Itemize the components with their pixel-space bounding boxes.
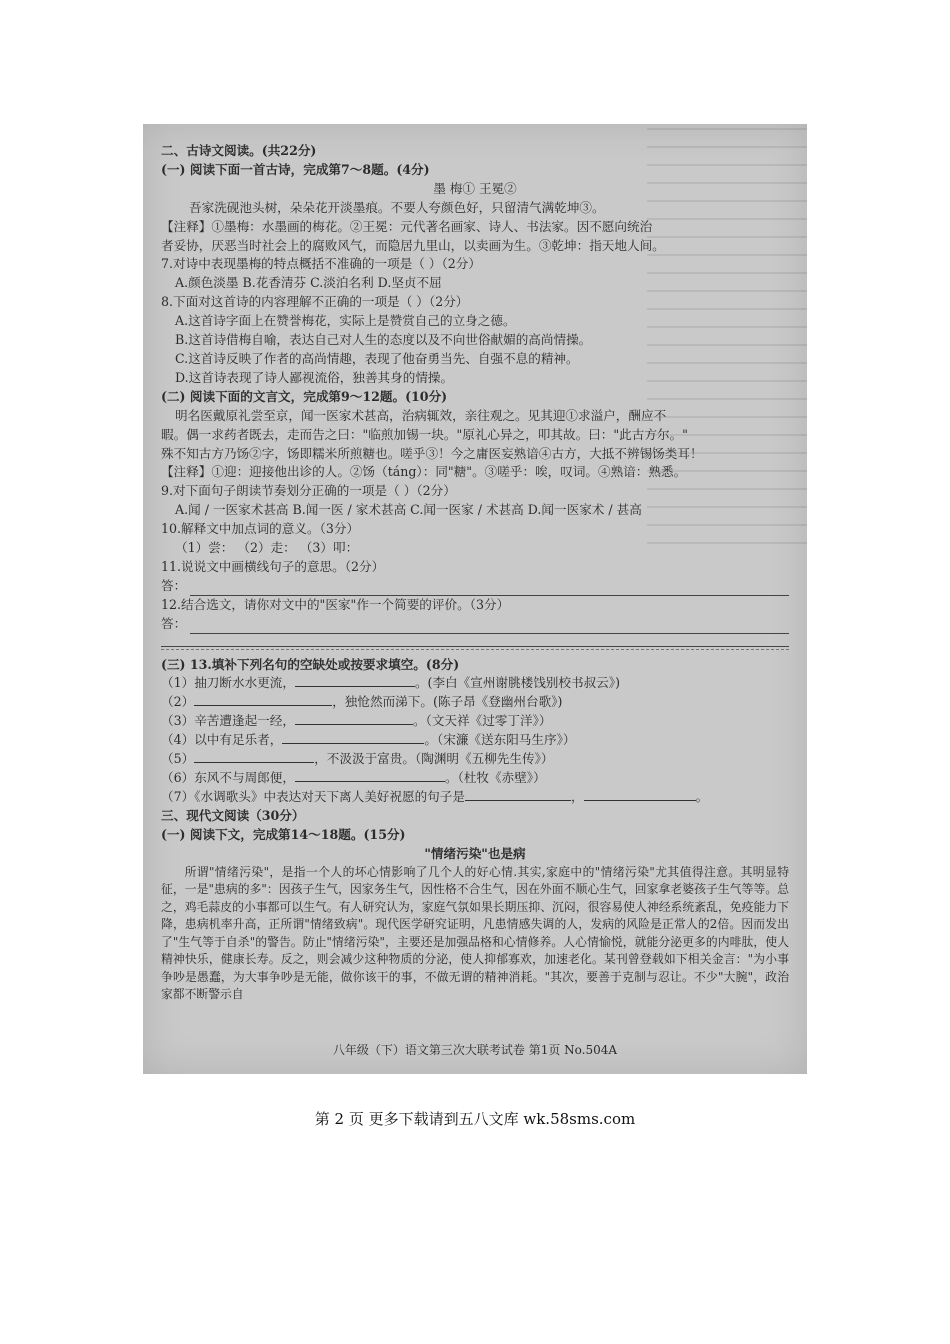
fill-item [161,750,789,769]
fill-item [161,693,789,712]
exam-footer: 八年级（下）语文第三次大联考试卷 第1页 No.504A [332,1043,618,1057]
answer-line[interactable] [190,581,789,596]
fill-text: （1）抽刀断水水更流， [161,675,295,691]
fill-text: （4）以中有足乐者， [161,732,283,748]
fill-source: 。(李白《宣州谢朓楼饯别校书叔云》) [414,675,620,691]
fill-text: 。 [695,788,709,804]
fill-text: （3）辛苦遭逢起一经， [161,713,295,729]
prose-line: 暇。偶一求药者既去，走而告之曰："临煎加锡一块。"原礼心异之，叩其故。曰："此古方尔。" [161,426,688,442]
article-title: "情绪污染"也是病 [424,845,526,861]
fill-item [161,731,789,750]
article-body: 所谓"情绪污染"，是指一个人的坏心情影响了几个人的好心情.其实,家庭中的"情绪污染"尤其值得注意。其明显特征，一是"患病的多"：因孩子生气，因家务生气，因性格不合生气，因在外面不顺心生气，回家拿老婆孩子生气等等。总之，鸡毛蒜皮的小事都可以生气。有人研究认为，家庭气氛如果长期压抑、沉闷，很容易使人神经系统紊乱，免疫能力下降，患病机率升高，正所谓"情绪致病"。现代医学研究证明，凡患情感失调的人，发病的风险是正常人的2倍。因而发出了"生气等于自杀"的警告。防止"情绪污染"，主要还是加强品格和心情修养。人心情愉悦，就能分泌更多的内啡肽，使人精神快乐，健康长寿。反之，则会减少这种物质的分泌，使人抑郁寡欢，加速老化。某刊曾登载如下相关金言："为小事争吵是愚蠢，为大事争吵是无能，做你该干的事，不做无谓的精神消耗。"其次，要善于克制与忍让。不少"大腕"，政治家都不断警示自 [161,864,789,1002]
note-line: 【注释】①墨梅：水墨画的梅花。②王冕：元代著名画家、诗人、书法家。因不愿向统治 [161,218,653,234]
section-title: 三、现代文阅读（30分） [161,807,305,823]
fill-blank[interactable] [295,769,445,782]
fill-item [161,769,789,788]
part-title: (一) 阅读下面一首古诗，完成第7～8题。(4分) [161,161,430,177]
fill-source: 。（杜牧《赤壁》） [444,770,546,785]
option-a: A.这首诗字面上在赞誉梅花，实际上是赞赏自己的立身之德。 [175,313,516,329]
question-9-options: A.闻 / 一医家术甚高 B.闻一医 / 家术甚高 C.闻一医家 / 术甚高 D.闻一医家术 / 甚高 [175,502,642,518]
fill-source: 。（文天祥《过零丁洋》） [412,713,552,729]
fill-item [161,788,789,807]
page-footer: 第 2 页 更多下载请到五八文库 wk.58sms.com [314,1110,636,1128]
note-line: 者妥协，厌恶当时社会上的腐败风气，而隐居九里山，以卖画为生。③乾坤：指天地人间。 [161,237,665,253]
section-title: 二、古诗文阅读。(共22分) [161,143,317,158]
answer-line[interactable] [161,634,789,647]
answer-line[interactable] [190,619,789,634]
fill-text: （6）东风不与周郎便， [161,770,295,785]
note-line: 【注释】①迎：迎接他出诊的人。②饧（táng）：同"糖"。③嗟乎：唉，叹词。④熟谙：熟悉。 [161,464,687,480]
fill-blank[interactable] [282,731,424,744]
question-8: 8.下面对这首诗的内容理解不正确的一项是（ ）（2分） [161,294,469,310]
question-12: 12.结合选文，请你对文中的"医家"作一个简要的评价。（3分） [161,596,510,612]
fill-text: （5） [161,751,195,767]
fill-blank[interactable] [194,693,332,706]
fill-blank[interactable] [295,712,413,725]
fill-blank[interactable] [465,788,571,801]
option-b: B.这首诗借梅自喻，表达自己对人生的态度以及不向世俗献媚的高尚情操。 [175,332,592,348]
fill-blank[interactable] [194,750,314,763]
answer-label: 答： [161,615,187,631]
question-10-items: （1）尝： （2）走： （3）叩： [175,540,359,556]
fill-blank[interactable] [295,674,415,687]
fill-blank[interactable] [584,788,696,801]
prose-line: 殊不知古方乃饧②字，饧即糯米所煎糖也。嗟乎③！今之庸医妄熟谙④古方，大抵不辨锡饧类耳！ [161,445,703,461]
question-7-options: A.颜色淡墨 B.花香清芬 C.淡泊名利 D.坚贞不屈 [175,275,442,291]
answer-row [161,615,789,634]
part-title: (一) 阅读下文，完成第14～18题。(15分) [161,826,406,842]
question-11: 11.说说文中画横线句子的意思。（2分） [161,558,385,574]
divider [161,649,789,650]
fill-source: ，不汲汲于富贵。（陶渊明《五柳先生传》） [314,751,554,767]
part-title: (二) 阅读下面的文言文，完成第9～12题。(10分) [161,388,448,404]
fill-text: ， [570,788,584,804]
fill-source: 。（宋濂《送东阳马生序》） [424,732,576,748]
fill-item [161,674,789,693]
poem-title: 墨 梅① 王冕② [433,180,517,196]
answer-row [161,577,789,596]
question-9: 9.对下面句子朗读节奏划分正确的一项是（ ）（2分） [161,483,456,499]
option-c: C.这首诗反映了作者的高尚情趣，表现了他奋勇当先、自强不息的精神。 [175,350,579,366]
question-7: 7.对诗中表现墨梅的特点概括不准确的一项是（ ）（2分） [161,256,481,272]
fill-item [161,712,789,731]
part-title: (三) 13.填补下列名句的空缺处或按要求填空。(8分) [161,656,460,672]
fill-text: （2） [161,694,195,710]
poem-line: 吾家洗砚池头树，朵朵花开淡墨痕。不要人夸颜色好，只留清气满乾坤③。 [189,199,605,215]
question-10: 10.解释文中加点词的意义。（3分） [161,521,360,537]
answer-label: 答： [161,577,187,593]
fill-source: ，独怆然而涕下。(陈子昂《登幽州台歌》) [332,694,563,710]
prose-line: 明名医戴原礼尝至京，闻一医家术甚高，治病辄效，亲往观之。见其迎①求溢户，酬应不 [175,407,667,423]
option-d: D.这首诗表现了诗人鄙视流俗，独善其身的情操。 [175,369,454,385]
scanned-exam-page [143,124,807,1074]
exam-content [161,142,789,1004]
fill-text: （7）《水调歌头》中表达对天下离人美好祝愿的句子是 [161,788,465,804]
